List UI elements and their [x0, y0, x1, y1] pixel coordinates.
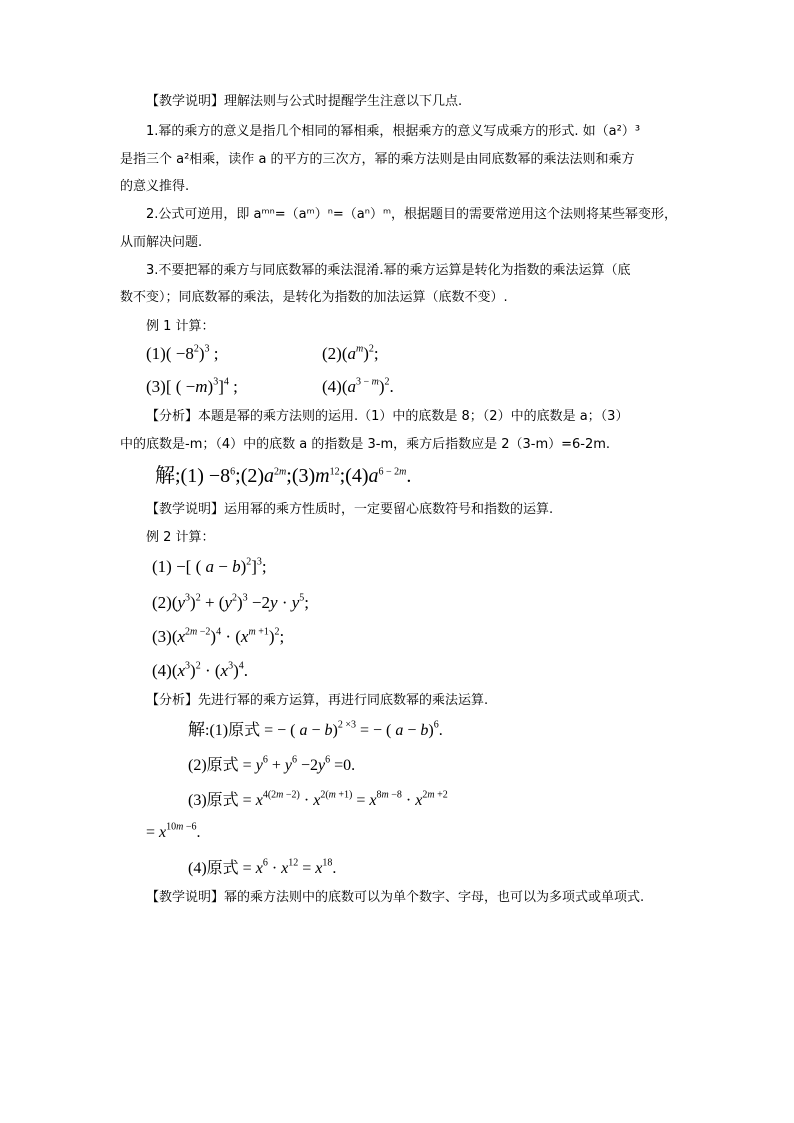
example-1-analysis-line-1: 【分析】本题是幂的乘方法则的运用.（1）中的底数是 8；（2）中的底数是 a；（3） [146, 409, 629, 424]
original-expression-label: 原式 [228, 720, 261, 739]
original-expression-label: 原式 [206, 858, 239, 877]
solution-label: 解 [188, 720, 205, 740]
point-2-line-1: 2.公式可逆用，即 aᵐⁿ=（aᵐ）ⁿ=（aⁿ）ᵐ，根据题目的需要常逆用这个法则将某些幂变形， [146, 207, 678, 222]
point-2-line-2: 从而解决问题. [120, 235, 203, 250]
example-2-problem-2: $(2)(y^3)^2 + (y^2)^3 -2y \cdot y^5$; [152, 592, 310, 612]
example-1-problem-1: $(1)( -8^2)^3$ ; [146, 343, 219, 363]
original-expression-label: 原式 [206, 755, 239, 774]
point-1-line-2: 是指三个 a²相乘，读作 a 的平方的三次方，幂的乘方法则是由同底数幂的乘法法则和乘方 [120, 152, 635, 167]
example-1-problem-3: (3)[ ( −m)$^3$]$^4$ ; [146, 376, 238, 396]
example-1-problem-2: $(2)(a^m)^2$; [322, 343, 379, 363]
example-1-solution: 解;(1) $-8^6;(2)a^{2m};(3)m^{12};(4)a^{6 - 2m}$. [155, 463, 412, 487]
example-2-solution-3-cont: = $x^{10m -6}$. [146, 821, 201, 841]
example-1-problem-4: $(4)(a^{3 - m})^2$. [322, 376, 394, 396]
example-1-analysis-line-2: 中的底数是-m；（4）中的底数 a 的指数是 3-m，乘方后指数应是 2（3-m）=6-2m. [120, 437, 611, 452]
example-2-solution-2: (2)原式 = $y^6 + y^6 -2y^6 =0$. [188, 754, 356, 774]
example-2-solution-3: (3)原式 = $x^{4(2m -2)} \cdot x^{2(m +1)} = x^{8m -8} \cdot x^{2m +2}$ [188, 789, 448, 809]
example-2-problem-1: (1) −[ ( a − b)$^2$]$^3$; [152, 556, 267, 576]
example-2-teaching-note: 【教学说明】幂的乘方法则中的底数可以为单个数字、字母，也可以为多项式或单项式. [146, 890, 645, 905]
example-2-problem-3: $(3)(x^{2m -2})^4 \cdot (x^{m +1})^2$; [152, 626, 285, 646]
solution-label: 解 [155, 463, 175, 487]
point-1-line-3: 的意义推得. [120, 179, 190, 194]
example-2-problem-4: $(4)(x^3)^2 \cdot (x^3)^4$. [152, 660, 248, 680]
point-3-line-2: 数不变）；同底数幂的乘法，是转化为指数的加法运算（底数不变）. [120, 290, 508, 305]
example-2-solution-1: 解:(1)原式 = − ( a − b)$^{2 \times 3}$ = − ( a − b)$^6$. [188, 719, 443, 740]
point-1-line-1: 1.幂的乘方的意义是指几个相同的幂相乘，根据乘方的意义写成乘方的形式. 如（a²）³ [146, 124, 641, 139]
example-1-title: 例 1 计算： [146, 319, 215, 334]
example-2-title: 例 2 计算： [146, 530, 215, 545]
teaching-note-heading: 【教学说明】理解法则与公式时提醒学生注意以下几点. [146, 94, 463, 109]
example-2-analysis: 【分析】先进行幂的乘方运算，再进行同底数幂的乘法运算. [146, 693, 489, 708]
example-1-teaching-note: 【教学说明】运用幂的乘方性质时，一定要留心底数符号和指数的运算. [146, 502, 554, 517]
original-expression-label: 原式 [206, 790, 239, 809]
example-2-solution-4: (4)原式 = $x^6 \cdot x^{12} = x^{18}$. [188, 857, 337, 877]
point-3-line-1: 3.不要把幂的乘方与同底数幂的乘法混淆.幂的乘方运算是转化为指数的乘法运算（底 [146, 263, 631, 278]
